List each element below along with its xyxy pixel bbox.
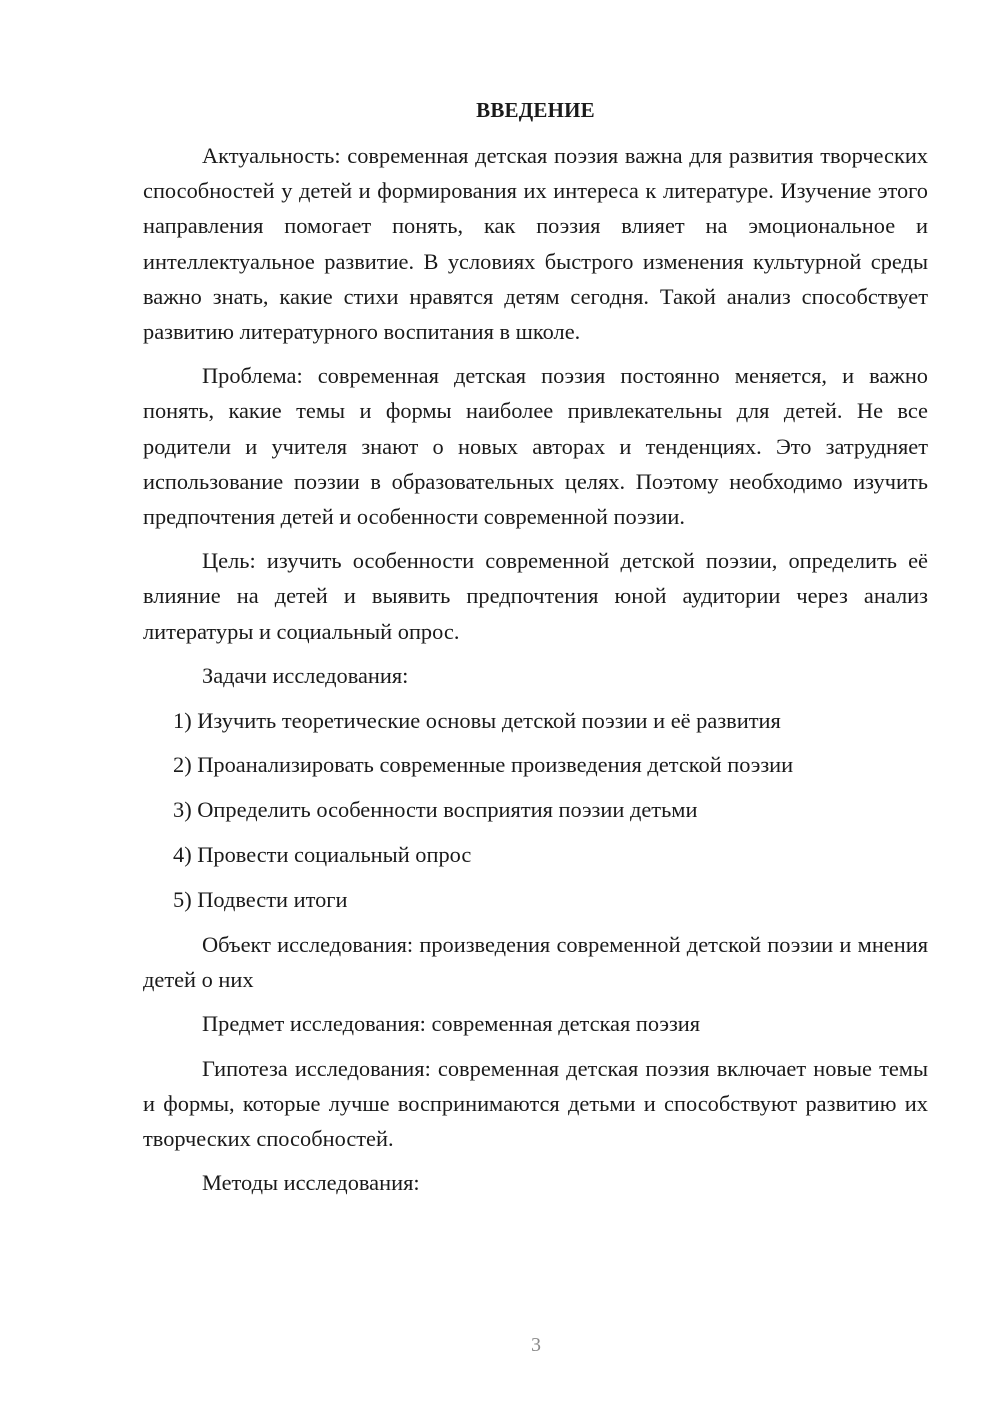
page-number: 3 (531, 1334, 541, 1356)
paragraph-problem: Проблема: современная детская поэзия постоянно меняется, и важно понять, какие темы и формы наиболее привлекательны для детей. Не все родители и учителя знают о новых авторах и тенденциях. Это затрудняет использование поэзии в образовательных целях. Поэтому необходимо изучить предпочтения детей и особенности современной поэзии. (143, 363, 928, 530)
paragraph-relevance: Актуальность: современная детская поэзия важна для развития творческих способностей у детей и формирования их интереса к литературе. Изучение этого направления помогает понять, как поэзия влияет на эмоциональное и интеллектуальное развитие. В условиях быстрого изменения культурной среды важно знать, какие стихи нравятся детям сегодня. Такой анализ способствует развитию литературного воспитания в школе. (143, 143, 928, 345)
list-item: 4) Провести социальный опрос (173, 842, 472, 868)
paragraph-hypothesis: Гипотеза исследования: современная детская поэзия включает новые темы и формы, которые лучше воспринимаются детьми и способствуют развитию их творческих способностей. (143, 1055, 928, 1152)
list-item: 2) Проанализировать современные произведения детской поэзии (173, 752, 794, 778)
paragraph-goal: Цель: изучить особенности современной детской поэзии, определить её влияние на детей и выявить предпочтения юной аудитории через анализ литературы и социальный опрос. (143, 548, 928, 644)
list-item: 5) Подвести итоги (173, 886, 348, 912)
tasks-heading: Задачи исследования: (202, 662, 409, 688)
methods-heading: Методы исследования: (202, 1170, 420, 1196)
document-page (143, 92, 928, 1210)
tasks-list (143, 703, 928, 917)
list-item: 3) Определить особенности восприятия поэзии детьми (173, 797, 698, 823)
section-title: ВВЕДЕНИЕ (476, 98, 595, 122)
list-item: 1) Изучить теоретические основы детской поэзии и её развития (173, 707, 781, 733)
paragraph-object: Объект исследования: произведения современной детской поэзии и мнения детей о них (143, 931, 928, 992)
paragraph-subject: Предмет исследования: современная детская поэзия (202, 1011, 701, 1037)
